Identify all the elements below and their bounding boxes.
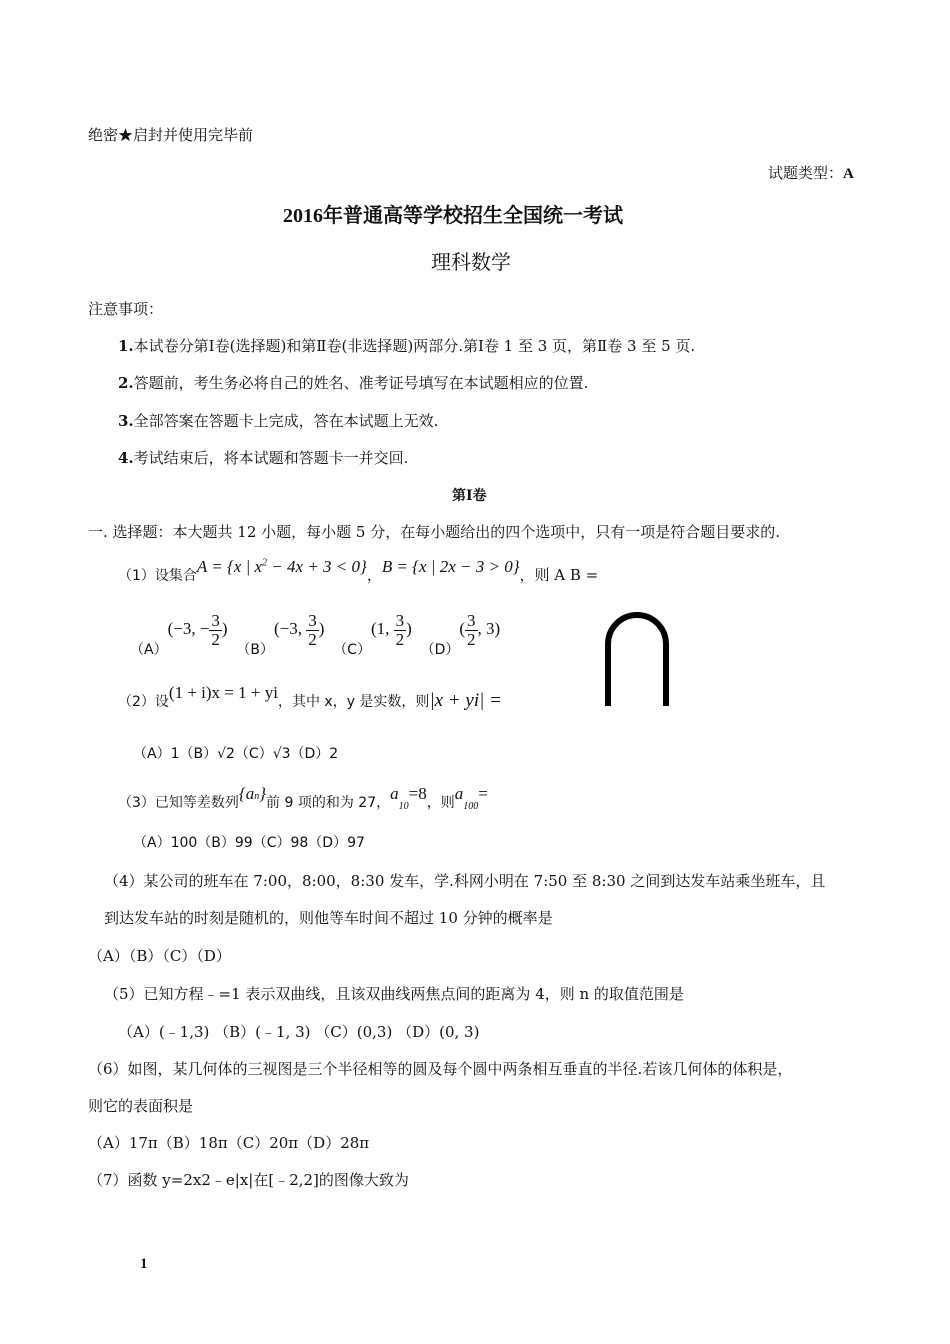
q7-text: （7）函数 y=2x2﹣e|x|在[﹣2,2]的图像大致为 [88, 1171, 409, 1189]
q1-option-label: （C） [333, 642, 371, 659]
q1-option-b: (−3, $\frac{3}{2}$ ) [273, 611, 325, 649]
question-3 [118, 784, 488, 812]
q5-options: （A）(﹣1,3) （B）(﹣1, 3) （C）(0,3) （D）(0, 3) [118, 1023, 480, 1041]
q1-option-label: （A） [130, 642, 168, 659]
q3-a10: $a_{10}=8$ [390, 784, 427, 812]
notice-item [118, 372, 588, 393]
q2-abs: |x + yi| = [429, 690, 502, 711]
q1-option-label: （D） [420, 642, 460, 659]
q1-options [130, 611, 501, 659]
exam-type-label: 试题类型： [768, 164, 844, 182]
question-2 [118, 683, 502, 712]
q2-equation: (1 + i)x = 1 + yi [168, 683, 278, 702]
notice-heading: 注意事项： [88, 300, 164, 318]
q1-prefix: （1）设集合 [118, 568, 197, 584]
title-main: 年普通高等学校招生全国统一考试 [323, 203, 623, 227]
q3-prefix: （3）已知等差数列 [118, 795, 239, 811]
q1-set-b: B = {x | 2x − 3 > 0} [381, 557, 520, 576]
exam-type-value: A [843, 166, 854, 182]
q1-option-a: (−3, − $\frac{3}{2}$ ) [167, 611, 228, 649]
q1-option-d: ( $\frac{3}{2}$ , 3) [459, 611, 501, 649]
notice-item [118, 410, 438, 431]
intersection-symbol-icon [600, 606, 674, 706]
notice-text: 答题前，考生务必将自己的姓名、准考证号填写在本试题相应的位置. [133, 374, 589, 392]
q3-options: （A）100（B）99（C）98（D）97 [133, 835, 365, 851]
q6-line2: 则它的表面积是 [88, 1097, 194, 1115]
notice-num: 1. [118, 337, 134, 355]
section-intro: 一. 选择题：本大题共 12 小题，每小题 5 分，在每小题给出的四个选项中，只有一项是符合题目要求的. [88, 523, 781, 541]
notice-num: 4. [118, 449, 134, 467]
q1-option-label: （B） [236, 642, 274, 659]
q6-line1: （6）如图，某几何体的三视图是三个半径相等的圆及每个圆中两条相互垂直的半径.若该几何体的体积是， [88, 1060, 793, 1078]
notice-item [118, 335, 695, 356]
page-number: 1 [140, 1256, 148, 1272]
q4-line2: 到达发车站的时刻是随机的，则他等车时间不超过 10 分钟的概率是 [104, 909, 553, 927]
q4-options: （A）（B）（C）（D） [88, 947, 231, 965]
q4-line1: （4）某公司的班车在 7:00，8:00，8:30 发车，学.科网小明在 7:50 至 8:30 之间到达发车站乘坐班车，且 [104, 872, 826, 890]
q6-options: （A）17π（B）18π（C）20π（D）28π [88, 1134, 370, 1152]
page-subtitle: 理科数学 [431, 250, 511, 274]
q3-mid: 前 9 项的和为 27， [266, 795, 391, 811]
q1-option-c: (1, $\frac{3}{2}$ ) [370, 611, 412, 649]
q2-prefix: （2）设 [118, 694, 169, 710]
notice-item [118, 447, 408, 468]
notice-num: 3. [118, 412, 134, 430]
q1-suffix: ，则 A B = [519, 566, 599, 584]
notice-num: 2. [118, 374, 134, 392]
secret-label: 绝密★启封并使用完毕前 [88, 126, 254, 144]
exam-type [768, 162, 854, 183]
q5-text: （5）已知方程﹣=1 表示双曲线，且该双曲线两焦点间的距离为 4，则 n 的取值范围是 [104, 985, 684, 1003]
title-year: 2016 [283, 205, 323, 227]
q1-set-a: A = {x | $x^2 - 4x + 3 < 0$} [196, 557, 367, 576]
q3-a100: $a_{100}=$ [454, 784, 488, 812]
section-heading: 第Ⅰ卷 [452, 488, 487, 504]
q2-options: （A）1（B）√2（C）√3（D）2 [133, 746, 339, 762]
question-1 [118, 557, 599, 585]
notice-text: 考试结束后，将本试题和答题卡一并交回. [133, 449, 409, 467]
q3-sequence: {an} [238, 784, 267, 803]
q3-then: ，则 [426, 795, 455, 811]
page-title [283, 199, 623, 228]
notice-text: 全部答案在答题卡上完成，答在本试题上无效. [133, 412, 439, 430]
notice-text: 本试卷分第Ⅰ卷(选择题)和第Ⅱ卷(非选择题)两部分.第Ⅰ卷 1 至 3 页，第Ⅱ卷 3 至 5 页. [133, 337, 696, 355]
q2-middle: ，其中 x，y 是实数，则 [277, 694, 430, 710]
q1-comma: ， [366, 566, 382, 584]
